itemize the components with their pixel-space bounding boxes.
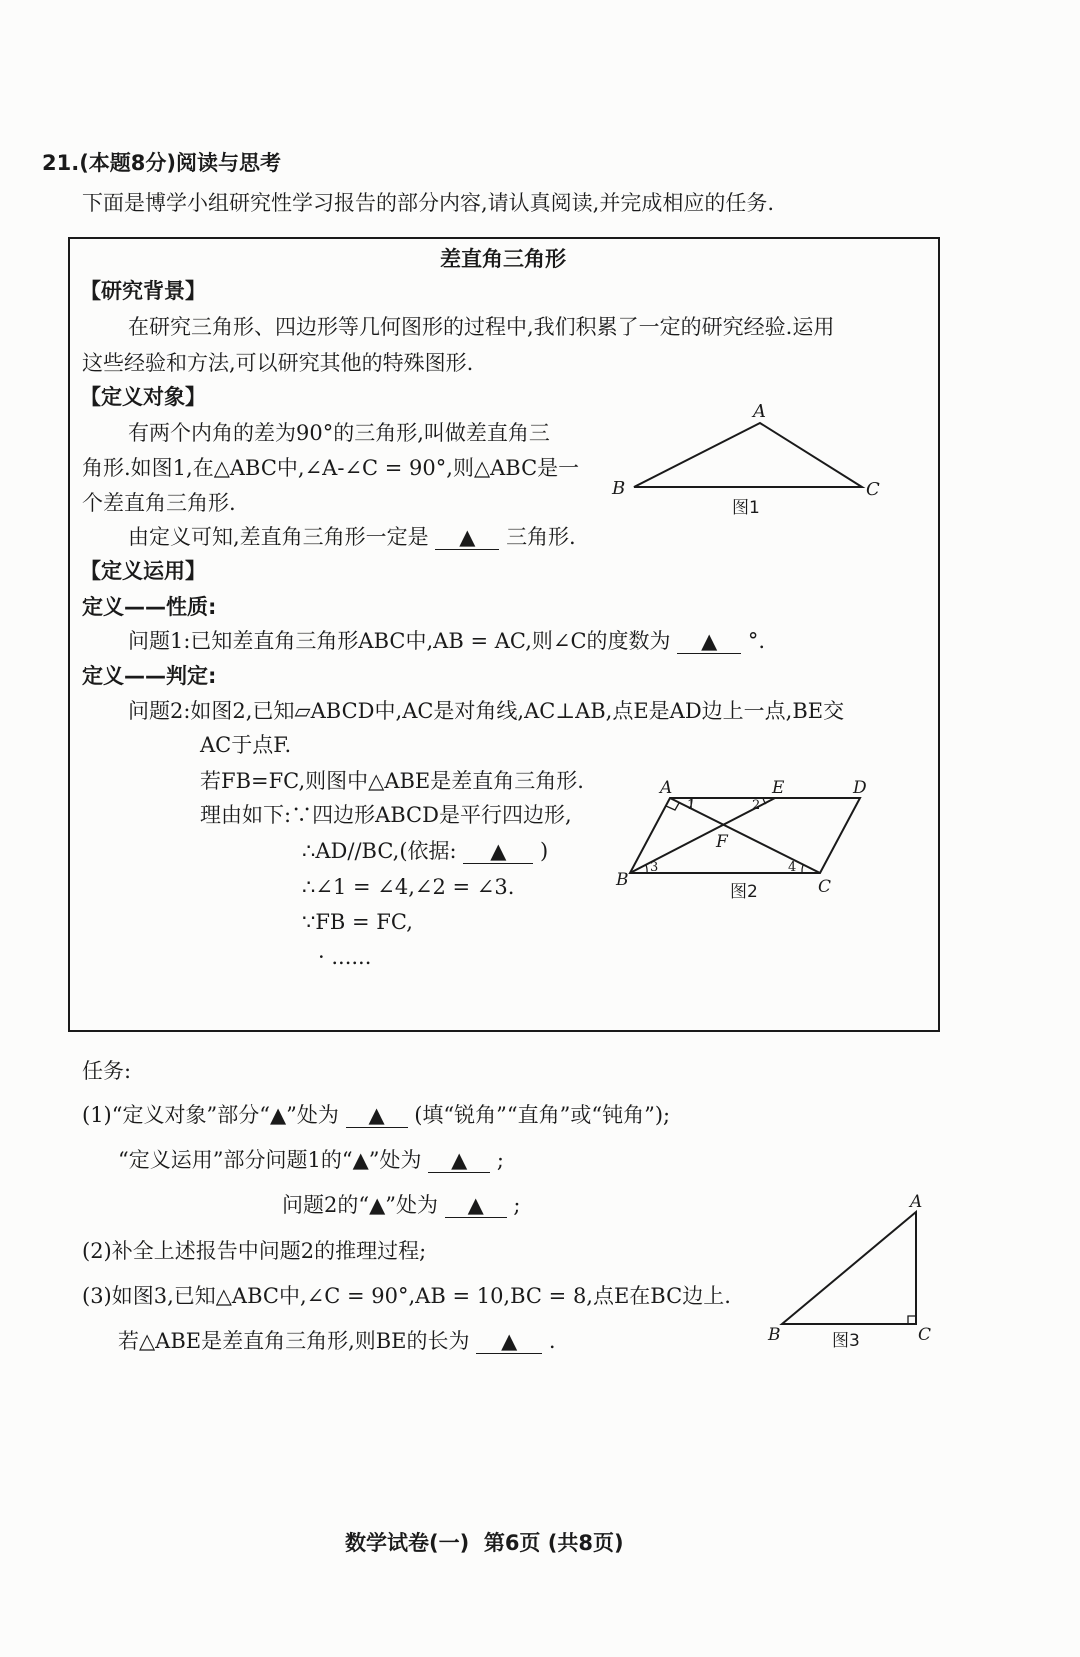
task-1c-pre: 问题2的“▲”处为 (282, 1193, 438, 1217)
judgement-heading: 定义——判定: (82, 664, 217, 688)
fig1-label-a: A (753, 401, 766, 422)
reason-line-1: 理由如下:∵四边形ABCD是平行四边形, (200, 803, 572, 827)
fig2-angle-4: 4 (788, 860, 797, 875)
fig2-label-d: D (853, 778, 867, 798)
task-3-line-2 (118, 1326, 556, 1356)
fig1-caption: 图1 (732, 498, 760, 518)
fig2-label-a: A (660, 778, 673, 798)
fig2-label-f: F (716, 832, 728, 852)
definition-line-4-pre: 由定义可知,差直角三角形一定是 (128, 525, 429, 549)
task-3-line-2-post: . (548, 1329, 556, 1353)
task-1b (118, 1145, 504, 1175)
task-1c-post: ; (513, 1193, 521, 1217)
blank-basis: ▲ (463, 839, 533, 864)
figure-2 (612, 775, 892, 905)
definition-line-4 (128, 522, 576, 552)
fig2-angle-1: 1 (687, 798, 696, 813)
definition-line-2: 角形.如图1,在△ABC中,∠A-∠C = 90°,则△ABC是一 (82, 456, 580, 480)
question-intro: 下面是博学小组研究性学习报告的部分内容,请认真阅读,并完成相应的任务. (82, 191, 775, 215)
fig2-angle-2: 2 (752, 798, 761, 813)
question-header: 21.(本题8分)阅读与思考 (42, 151, 282, 175)
fig2-label-b: B (616, 870, 629, 890)
property-heading: 定义——性质: (82, 595, 217, 619)
background-line-2: 这些经验和方法,可以研究其他的特殊图形. (82, 351, 474, 375)
fig3-label-a: A (910, 1192, 923, 1212)
task-1-post: (填“锐角”“直角”或“钝角”); (414, 1103, 671, 1127)
problem-1-post: °. (747, 629, 766, 653)
fig2-right-angle-mark (666, 803, 679, 810)
page-footer: 数学试卷(一) 第6页 (共8页) (345, 1531, 624, 1555)
fig1-label-b: B (612, 478, 626, 499)
definition-line-1: 有两个内角的差为90°的三角形,叫做差直角三 (128, 421, 550, 445)
fig3-label-b: B (768, 1325, 781, 1345)
fig2-label-c: C (818, 877, 832, 897)
fig2-label-e: E (772, 778, 785, 798)
fig2-angle-3: 3 (650, 860, 659, 875)
task-3-line-1: (3)如图3,已知△ABC中,∠C = 90°,AB = 10,BC = 8,点E在BC边上. (82, 1284, 731, 1308)
tasks-heading: 任务: (82, 1059, 132, 1083)
task-2: (2)补全上述报告中问题2的推理过程; (82, 1239, 427, 1263)
problem-2-line-1: 问题2:如图2,已知▱ABCD中,AC是对角线,AC⊥AB,点E是AD边上一点,BE交 (128, 699, 845, 723)
blank-task-1b: ▲ (428, 1148, 490, 1173)
blank-angle-c: ▲ (677, 629, 741, 654)
reason-line-5: · ...... (318, 945, 372, 969)
fig3-triangle (782, 1212, 916, 1324)
fig2-arc-3 (646, 865, 647, 873)
blank-task-3: ▲ (476, 1329, 542, 1354)
blank-task-1: ▲ (346, 1103, 408, 1128)
fig2-arc-4 (802, 865, 803, 873)
reason-line-2-post: ) (539, 839, 549, 863)
fig2-caption: 图2 (730, 882, 758, 902)
problem-2-line-2: AC于点F. (200, 733, 292, 757)
definition-line-4-post: 三角形. (506, 525, 576, 549)
reason-line-4: ∵FB = FC, (302, 910, 413, 934)
task-1 (82, 1100, 670, 1130)
definition-heading: 【定义对象】 (80, 385, 206, 409)
background-line-1: 在研究三角形、四边形等几何图形的过程中,我们积累了一定的研究经验.运用 (128, 315, 835, 339)
reason-line-3: ∴∠1 = ∠4,∠2 = ∠3. (302, 875, 515, 899)
task-1b-post: ; (496, 1148, 504, 1172)
blank-task-1c: ▲ (445, 1193, 507, 1218)
task-1c (282, 1190, 520, 1220)
problem-2-line-3: 若FB=FC,则图中△ABE是差直角三角形. (200, 769, 584, 793)
task-3-line-2-pre: 若△ABE是差直角三角形,则BE的长为 (118, 1329, 470, 1353)
figure-1 (600, 395, 900, 525)
problem-1 (128, 626, 765, 656)
reason-line-2-pre: ∴AD//BC,(依据: (302, 839, 457, 863)
reason-line-2 (302, 836, 548, 866)
task-1b-pre: “定义运用”部分问题1的“▲”处为 (118, 1148, 422, 1172)
task-1-pre: (1)“定义对象”部分“▲”处为 (82, 1103, 339, 1127)
definition-line-3: 个差直角三角形. (82, 491, 236, 515)
fig3-caption: 图3 (832, 1331, 860, 1351)
fig1-triangle (634, 423, 862, 487)
application-heading: 【定义运用】 (80, 559, 206, 583)
blank-triangle-type: ▲ (435, 525, 499, 550)
figure-3 (760, 1190, 940, 1360)
fig3-label-c: C (918, 1325, 932, 1345)
problem-1-pre: 问题1:已知差直角三角形ABC中,AB = AC,则∠C的度数为 (128, 629, 671, 653)
fig1-label-c: C (866, 479, 880, 500)
fig3-right-angle-mark (908, 1316, 916, 1324)
background-heading: 【研究背景】 (80, 279, 206, 303)
report-title: 差直角三角形 (440, 247, 566, 271)
